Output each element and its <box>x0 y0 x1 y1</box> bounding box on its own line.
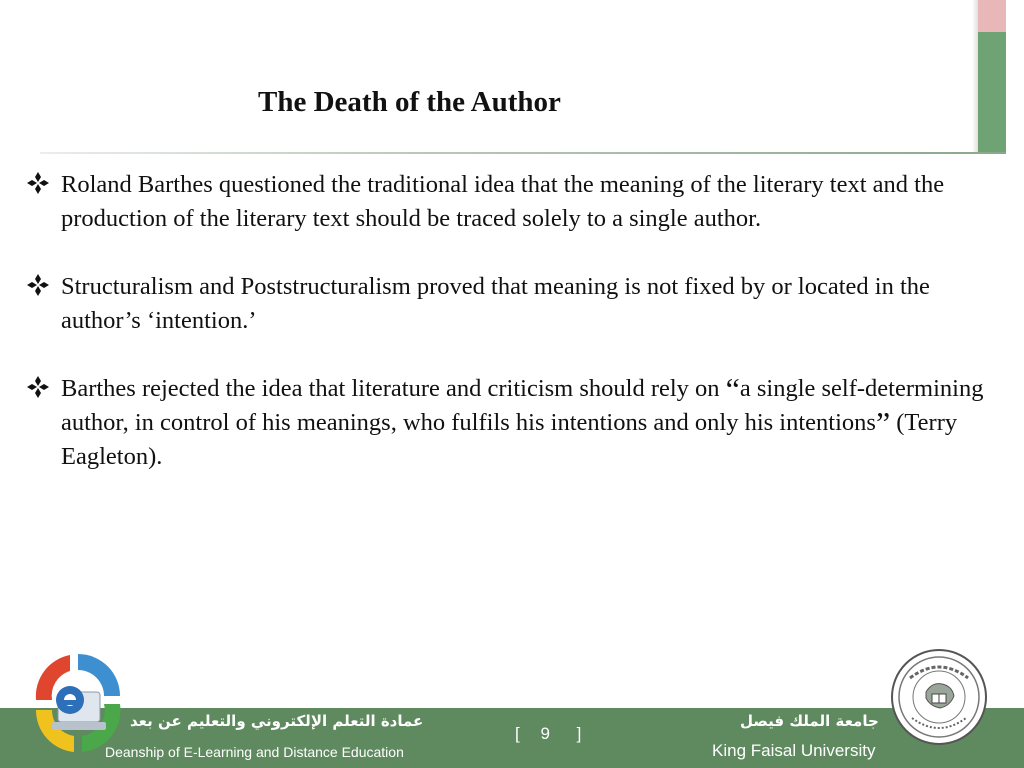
page-bracket-close: ] <box>576 724 582 743</box>
diamond-bullet-icon <box>26 375 50 399</box>
bullet-text: Structuralism and Poststructuralism proved that meaning is not fixed by or located in the author’s ‘intention.’ <box>61 273 930 334</box>
university-english: King Faisal University <box>712 741 876 760</box>
bullet-quote: a single self-determining author, in control of his meanings, who fulfils his intentions and only his intentions <box>61 375 984 436</box>
accent-bar-top <box>978 0 1006 32</box>
bullet-item <box>28 168 1003 236</box>
diamond-bullet-icon <box>26 171 50 195</box>
diamond-bullet-icon <box>26 273 50 297</box>
bullet-text-after: (Terry Eagleton). <box>61 409 958 470</box>
accent-bar-main <box>978 32 1006 154</box>
page-bracket-open: [ <box>515 724 520 743</box>
deanship-arabic: عمادة التعلم الإلكتروني والتعليم عن بعد <box>130 712 424 730</box>
open-quote: “ <box>725 371 740 407</box>
bullet-item <box>28 270 1003 338</box>
page-number: 9 <box>540 724 550 743</box>
bullet-text-before: Barthes rejected the idea that literature and criticism should rely on <box>61 375 726 402</box>
close-quote: ” <box>875 405 891 441</box>
title-divider <box>40 152 1006 154</box>
university-seal-icon <box>890 648 988 746</box>
university-arabic: جامعة الملك فيصل <box>740 712 879 730</box>
slide-title: The Death of the Author <box>258 86 561 118</box>
deanship-english: Deanship of E-Learning and Distance Education <box>105 744 404 760</box>
bullet-text: Roland Barthes questioned the traditional idea that the meaning of the literary text and the production of the literary text should be traced solely to a single author. <box>61 171 945 232</box>
bullet-list <box>28 168 1003 508</box>
page-number-indicator <box>515 724 581 744</box>
bullet-item <box>28 372 1003 474</box>
